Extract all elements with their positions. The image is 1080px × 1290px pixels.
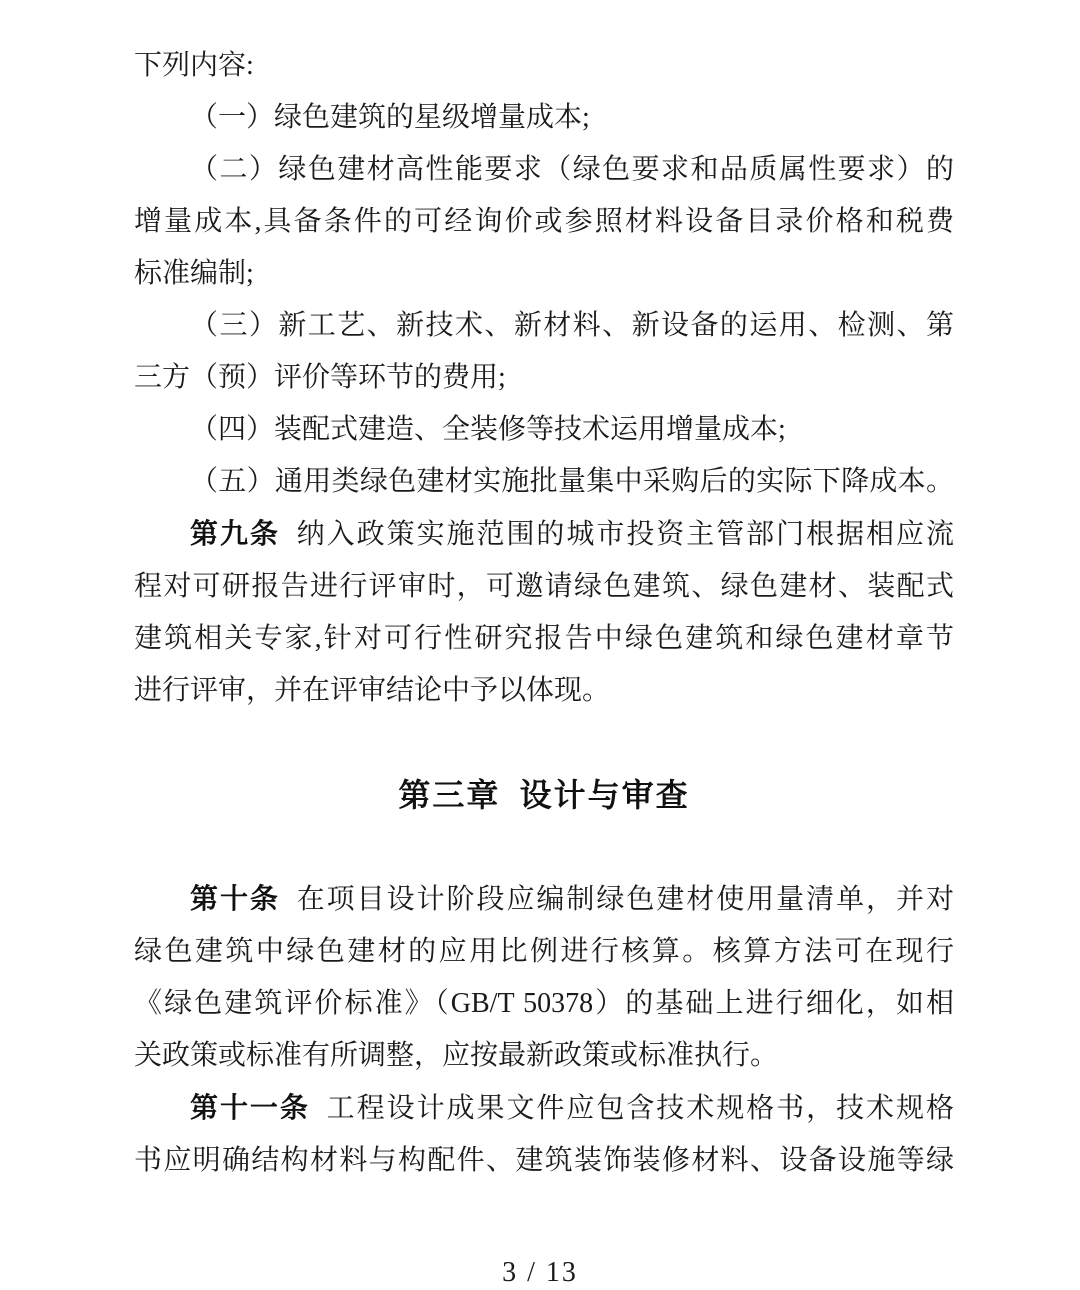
chapter-heading (134, 769, 954, 821)
article-10-label: 第十条 (190, 883, 280, 914)
chapter-number: 第三章 (398, 777, 501, 813)
article-11-text: 工程设计成果文件应包含技术规格书，技术规格 (326, 1093, 954, 1124)
list-item-2-line-1: （二）绿色建材高性能要求（绿色要求和品质属性要求）的 (190, 154, 954, 185)
article-10-text: 在项目设计阶段应编制绿色建材使用量清单，并对 (296, 884, 954, 915)
list-item-2-line-2: 增量成本,具备条件的可经询价或参照材料设备目录价格和税费 (134, 206, 954, 237)
document-body (134, 40, 954, 1187)
list-item-4: （四）装配式建造、全装修等技术运用增量成本; (190, 414, 786, 445)
text-line-lead: 下列内容: (134, 50, 254, 81)
chapter-title: 设计与审查 (519, 777, 690, 813)
list-item-1: （一）绿色建筑的星级增量成本; (190, 102, 590, 133)
article-10-line-4: 关政策或标准有所调整，应按最新政策或标准执行。 (134, 1040, 779, 1071)
article-9-line-1 (134, 508, 954, 561)
article-11-line-2: 书应明确结构材料与构配件、建筑装饰装修材料、设备设施等绿 (134, 1145, 954, 1176)
article-11-line-1 (134, 1082, 954, 1135)
article-9-line-3: 建筑相关专家,针对可行性研究报告中绿色建筑和绿色建材章节 (134, 623, 954, 654)
list-item-3-line-1: （三）新工艺、新技术、新材料、新设备的运用、检测、第 (190, 310, 954, 341)
list-item-5: （五）通用类绿色建材实施批量集中采购后的实际下降成本。 (190, 466, 954, 497)
article-9-label: 第九条 (190, 518, 280, 549)
article-10-line-1 (134, 873, 954, 926)
article-11-label: 第十一条 (190, 1092, 310, 1123)
article-9-line-2: 程对可研报告进行评审时，可邀请绿色建筑、绿色建材、装配式 (134, 571, 954, 602)
article-10-line-3: 《绿色建筑评价标准》（GB/T 50378）的基础上进行细化，如相 (134, 988, 954, 1019)
page-number: 3 / 13 (502, 1257, 578, 1288)
article-10-line-2: 绿色建筑中绿色建材的应用比例进行核算。核算方法可在现行 (134, 936, 954, 967)
list-item-3-line-2: 三方（预）评价等环节的费用; (134, 362, 506, 393)
list-item-2-line-3: 标准编制; (134, 258, 254, 289)
article-9-text: 纳入政策实施范围的城市投资主管部门根据相应流 (296, 519, 954, 550)
article-9-line-4: 进行评审，并在评审结论中予以体现。 (134, 675, 611, 706)
